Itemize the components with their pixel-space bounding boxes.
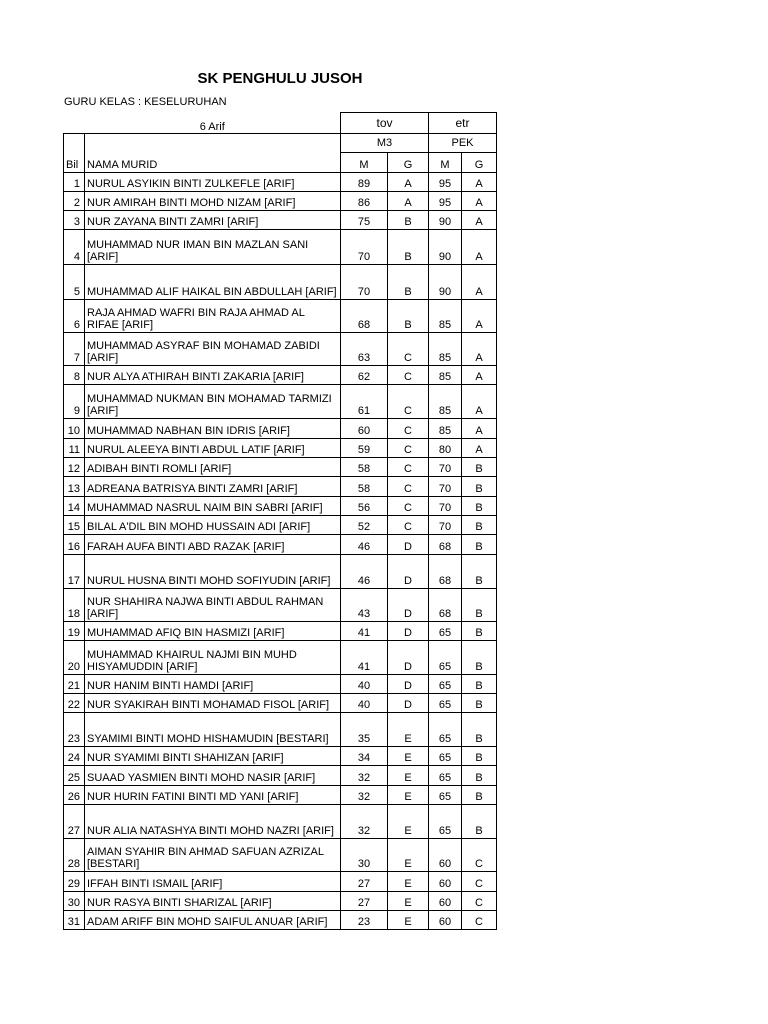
row-bil: 31 xyxy=(64,911,85,930)
row-bil: 22 xyxy=(64,694,85,713)
row-etr-grade: A xyxy=(462,366,497,385)
page-title: SK PENGHULU JUSOH xyxy=(197,70,363,87)
row-tov-grade: A xyxy=(388,173,429,192)
table-row xyxy=(64,333,497,366)
row-tov-grade: D xyxy=(388,694,429,713)
row-student-name: BILAL A'DIL BIN MOHD HUSSAIN ADI [ARIF] xyxy=(85,516,341,535)
results-table xyxy=(63,112,497,930)
row-etr-mark: 60 xyxy=(429,839,462,872)
row-student-name: NUR SYAMIMI BINTI SHAHIZAN [ARIF] xyxy=(85,747,341,766)
table-row xyxy=(64,839,497,872)
row-tov-mark: 61 xyxy=(341,385,388,419)
row-tov-grade: E xyxy=(388,747,429,766)
row-etr-mark: 70 xyxy=(429,497,462,516)
guru-kelas-label: GURU KELAS : KESELURUHAN xyxy=(64,96,227,108)
row-student-name: AIMAN SYAHIR BIN AHMAD SAFUAN AZRIZAL [BESTARI] xyxy=(85,839,341,872)
row-etr-mark: 60 xyxy=(429,872,462,892)
row-etr-mark: 68 xyxy=(429,589,462,622)
table-row xyxy=(64,622,497,641)
row-etr-grade: A xyxy=(462,333,497,366)
row-tov-mark: 32 xyxy=(341,786,388,805)
row-tov-mark: 68 xyxy=(341,300,388,333)
row-tov-grade: C xyxy=(388,419,429,439)
row-etr-grade: C xyxy=(462,839,497,872)
row-etr-mark: 65 xyxy=(429,641,462,675)
row-etr-grade: C xyxy=(462,892,497,911)
table-row xyxy=(64,230,497,265)
row-student-name: NURUL ASYIKIN BINTI ZULKEFLE [ARIF] xyxy=(85,173,341,192)
row-bil: 15 xyxy=(64,516,85,535)
row-tov-mark: 86 xyxy=(341,192,388,211)
row-student-name: MUHAMMAD ALIF HAIKAL BIN ABDULLAH [ARIF] xyxy=(85,265,341,300)
row-tov-grade: B xyxy=(388,300,429,333)
header-blank-bil xyxy=(64,134,85,153)
row-etr-grade: A xyxy=(462,173,497,192)
row-etr-grade: B xyxy=(462,805,497,839)
table-row xyxy=(64,211,497,230)
row-bil: 4 xyxy=(64,230,85,265)
table-row xyxy=(64,265,497,300)
row-bil: 25 xyxy=(64,766,85,786)
row-tov-mark: 62 xyxy=(341,366,388,385)
row-etr-mark: 65 xyxy=(429,694,462,713)
row-tov-mark: 58 xyxy=(341,458,388,477)
row-etr-grade: A xyxy=(462,265,497,300)
row-bil: 8 xyxy=(64,366,85,385)
row-etr-mark: 70 xyxy=(429,516,462,535)
table-row xyxy=(64,516,497,535)
row-etr-mark: 90 xyxy=(429,230,462,265)
row-tov-mark: 34 xyxy=(341,747,388,766)
row-tov-grade: D xyxy=(388,622,429,641)
row-etr-grade: A xyxy=(462,385,497,419)
table-row xyxy=(64,192,497,211)
row-etr-mark: 65 xyxy=(429,766,462,786)
header-nama-murid: NAMA MURID xyxy=(85,153,341,173)
row-tov-grade: E xyxy=(388,766,429,786)
row-etr-mark: 60 xyxy=(429,911,462,930)
row-etr-mark: 60 xyxy=(429,892,462,911)
row-tov-mark: 23 xyxy=(341,911,388,930)
row-tov-mark: 46 xyxy=(341,555,388,589)
row-tov-grade: C xyxy=(388,333,429,366)
row-etr-grade: B xyxy=(462,766,497,786)
row-student-name: NUR ALYA ATHIRAH BINTI ZAKARIA [ARIF] xyxy=(85,366,341,385)
row-etr-mark: 70 xyxy=(429,458,462,477)
row-etr-mark: 90 xyxy=(429,211,462,230)
header-etr: etr xyxy=(429,113,497,134)
row-tov-grade: A xyxy=(388,192,429,211)
row-tov-grade: D xyxy=(388,535,429,555)
header-spacer xyxy=(64,113,85,134)
row-tov-mark: 40 xyxy=(341,694,388,713)
row-student-name: NUR AMIRAH BINTI MOHD NIZAM [ARIF] xyxy=(85,192,341,211)
row-etr-grade: B xyxy=(462,535,497,555)
table-row xyxy=(64,911,497,930)
row-etr-mark: 65 xyxy=(429,747,462,766)
row-etr-mark: 95 xyxy=(429,192,462,211)
row-tov-grade: B xyxy=(388,265,429,300)
row-etr-mark: 85 xyxy=(429,385,462,419)
row-etr-grade: B xyxy=(462,786,497,805)
student-rows xyxy=(64,173,497,930)
row-bil: 14 xyxy=(64,497,85,516)
row-etr-grade: C xyxy=(462,911,497,930)
row-student-name: NURUL ALEEYA BINTI ABDUL LATIF [ARIF] xyxy=(85,439,341,458)
row-bil: 13 xyxy=(64,477,85,497)
row-etr-mark: 65 xyxy=(429,786,462,805)
row-tov-grade: D xyxy=(388,555,429,589)
class-name: 6 Arif xyxy=(199,121,225,133)
row-etr-mark: 65 xyxy=(429,805,462,839)
row-etr-grade: B xyxy=(462,589,497,622)
row-student-name: ADAM ARIFF BIN MOHD SAIFUL ANUAR [ARIF] xyxy=(85,911,341,930)
row-etr-grade: A xyxy=(462,192,497,211)
table-row xyxy=(64,497,497,516)
row-etr-grade: A xyxy=(462,300,497,333)
row-bil: 23 xyxy=(64,713,85,747)
row-tov-mark: 70 xyxy=(341,230,388,265)
row-etr-mark: 65 xyxy=(429,675,462,694)
row-etr-mark: 68 xyxy=(429,535,462,555)
row-bil: 16 xyxy=(64,535,85,555)
row-tov-mark: 56 xyxy=(341,497,388,516)
row-tov-mark: 40 xyxy=(341,675,388,694)
table-row xyxy=(64,786,497,805)
row-tov-grade: E xyxy=(388,872,429,892)
row-etr-grade: B xyxy=(462,675,497,694)
table-row xyxy=(64,439,497,458)
row-bil: 21 xyxy=(64,675,85,694)
row-bil: 24 xyxy=(64,747,85,766)
row-student-name: NURUL HUSNA BINTI MOHD SOFIYUDIN [ARIF] xyxy=(85,555,341,589)
row-bil: 12 xyxy=(64,458,85,477)
row-tov-grade: C xyxy=(388,439,429,458)
table-row xyxy=(64,535,497,555)
row-tov-grade: E xyxy=(388,786,429,805)
table-row xyxy=(64,458,497,477)
row-etr-grade: B xyxy=(462,477,497,497)
row-student-name: FARAH AUFA BINTI ABD RAZAK [ARIF] xyxy=(85,535,341,555)
row-tov-grade: C xyxy=(388,516,429,535)
row-tov-mark: 89 xyxy=(341,173,388,192)
table-row xyxy=(64,555,497,589)
row-etr-mark: 85 xyxy=(429,300,462,333)
table-row xyxy=(64,300,497,333)
table-row xyxy=(64,694,497,713)
row-tov-mark: 60 xyxy=(341,419,388,439)
row-student-name: MUHAMMAD NUKMAN BIN MOHAMAD TARMIZI [ARIF] xyxy=(85,385,341,419)
row-student-name: MUHAMMAD ASYRAF BIN MOHAMAD ZABIDI [ARIF] xyxy=(85,333,341,366)
row-bil: 18 xyxy=(64,589,85,622)
row-etr-grade: B xyxy=(462,458,497,477)
row-student-name: MUHAMMAD NABHAN BIN IDRIS [ARIF] xyxy=(85,419,341,439)
row-etr-mark: 80 xyxy=(429,439,462,458)
row-etr-mark: 85 xyxy=(429,333,462,366)
row-student-name: NUR HANIM BINTI HAMDI [ARIF] xyxy=(85,675,341,694)
row-bil: 1 xyxy=(64,173,85,192)
row-bil: 17 xyxy=(64,555,85,589)
table-row xyxy=(64,766,497,786)
row-bil: 10 xyxy=(64,419,85,439)
row-etr-grade: A xyxy=(462,230,497,265)
row-tov-mark: 43 xyxy=(341,589,388,622)
row-student-name: NUR ZAYANA BINTI ZAMRI [ARIF] xyxy=(85,211,341,230)
table-row xyxy=(64,641,497,675)
row-tov-grade: C xyxy=(388,366,429,385)
header-tov-m: M xyxy=(341,153,388,173)
row-etr-mark: 65 xyxy=(429,713,462,747)
row-etr-mark: 90 xyxy=(429,265,462,300)
row-etr-grade: B xyxy=(462,747,497,766)
table-row xyxy=(64,477,497,497)
row-tov-mark: 75 xyxy=(341,211,388,230)
row-bil: 29 xyxy=(64,872,85,892)
row-etr-mark: 95 xyxy=(429,173,462,192)
row-tov-mark: 70 xyxy=(341,265,388,300)
row-student-name: MUHAMMAD AFIQ BIN HASMIZI [ARIF] xyxy=(85,622,341,641)
row-bil: 11 xyxy=(64,439,85,458)
row-etr-grade: B xyxy=(462,694,497,713)
table-row xyxy=(64,713,497,747)
row-student-name: MUHAMMAD NUR IMAN BIN MAZLAN SANI [ARIF] xyxy=(85,230,341,265)
row-bil: 30 xyxy=(64,892,85,911)
row-student-name: SYAMIMI BINTI MOHD HISHAMUDIN [BESTARI] xyxy=(85,713,341,747)
row-bil: 27 xyxy=(64,805,85,839)
row-student-name: ADIBAH BINTI ROMLI [ARIF] xyxy=(85,458,341,477)
row-tov-mark: 59 xyxy=(341,439,388,458)
row-student-name: IFFAH BINTI ISMAIL [ARIF] xyxy=(85,872,341,892)
row-bil: 2 xyxy=(64,192,85,211)
header-blank-name xyxy=(85,134,341,153)
row-student-name: NUR SYAKIRAH BINTI MOHAMAD FISOL [ARIF] xyxy=(85,694,341,713)
row-etr-mark: 68 xyxy=(429,555,462,589)
row-tov-grade: E xyxy=(388,805,429,839)
row-bil: 28 xyxy=(64,839,85,872)
row-etr-grade: A xyxy=(462,439,497,458)
row-etr-grade: B xyxy=(462,497,497,516)
row-tov-mark: 46 xyxy=(341,535,388,555)
row-tov-grade: C xyxy=(388,497,429,516)
table-row xyxy=(64,366,497,385)
table-row xyxy=(64,419,497,439)
row-tov-mark: 35 xyxy=(341,713,388,747)
row-tov-grade: E xyxy=(388,713,429,747)
row-bil: 20 xyxy=(64,641,85,675)
row-etr-grade: B xyxy=(462,641,497,675)
row-bil: 5 xyxy=(64,265,85,300)
table-row xyxy=(64,872,497,892)
row-tov-grade: E xyxy=(388,892,429,911)
row-tov-mark: 41 xyxy=(341,641,388,675)
row-bil: 7 xyxy=(64,333,85,366)
row-tov-grade: C xyxy=(388,477,429,497)
row-etr-mark: 85 xyxy=(429,366,462,385)
row-bil: 3 xyxy=(64,211,85,230)
row-etr-grade: B xyxy=(462,713,497,747)
table-row xyxy=(64,173,497,192)
row-etr-grade: B xyxy=(462,622,497,641)
row-etr-grade: A xyxy=(462,419,497,439)
row-tov-grade: B xyxy=(388,211,429,230)
table-row xyxy=(64,385,497,419)
row-etr-grade: B xyxy=(462,555,497,589)
row-tov-mark: 27 xyxy=(341,872,388,892)
row-student-name: NUR RASYA BINTI SHARIZAL [ARIF] xyxy=(85,892,341,911)
row-student-name: SUAAD YASMIEN BINTI MOHD NASIR [ARIF] xyxy=(85,766,341,786)
row-etr-mark: 85 xyxy=(429,419,462,439)
row-tov-grade: D xyxy=(388,641,429,675)
row-tov-mark: 32 xyxy=(341,805,388,839)
row-tov-mark: 52 xyxy=(341,516,388,535)
row-student-name: MUHAMMAD NASRUL NAIM BIN SABRI [ARIF] xyxy=(85,497,341,516)
table-row xyxy=(64,675,497,694)
row-tov-mark: 58 xyxy=(341,477,388,497)
row-etr-grade: C xyxy=(462,872,497,892)
row-tov-grade: C xyxy=(388,458,429,477)
row-tov-grade: C xyxy=(388,385,429,419)
row-tov-mark: 30 xyxy=(341,839,388,872)
row-etr-mark: 70 xyxy=(429,477,462,497)
header-etr-g: G xyxy=(462,153,497,173)
header-m3: M3 xyxy=(341,134,429,153)
row-bil: 26 xyxy=(64,786,85,805)
table-row xyxy=(64,805,497,839)
row-bil: 9 xyxy=(64,385,85,419)
row-student-name: ADREANA BATRISYA BINTI ZAMRI [ARIF] xyxy=(85,477,341,497)
table-row xyxy=(64,747,497,766)
row-tov-mark: 27 xyxy=(341,892,388,911)
header-tov: tov xyxy=(341,113,429,134)
row-etr-mark: 65 xyxy=(429,622,462,641)
row-tov-grade: D xyxy=(388,675,429,694)
row-tov-mark: 41 xyxy=(341,622,388,641)
row-etr-grade: A xyxy=(462,211,497,230)
row-bil: 6 xyxy=(64,300,85,333)
header-etr-m: M xyxy=(429,153,462,173)
row-student-name: NUR HURIN FATINI BINTI MD YANI [ARIF] xyxy=(85,786,341,805)
row-tov-mark: 32 xyxy=(341,766,388,786)
row-tov-grade: D xyxy=(388,589,429,622)
row-tov-grade: E xyxy=(388,911,429,930)
row-student-name: MUHAMMAD KHAIRUL NAJMI BIN MUHD HISYAMUDDIN [ARIF] xyxy=(85,641,341,675)
row-tov-grade: B xyxy=(388,230,429,265)
row-student-name: RAJA AHMAD WAFRI BIN RAJA AHMAD AL RIFAE [ARIF] xyxy=(85,300,341,333)
table-row xyxy=(64,892,497,911)
header-pek: PEK xyxy=(429,134,497,153)
row-tov-mark: 63 xyxy=(341,333,388,366)
table-row xyxy=(64,589,497,622)
row-student-name: NUR ALIA NATASHYA BINTI MOHD NAZRI [ARIF] xyxy=(85,805,341,839)
header-bil: Bil xyxy=(64,153,85,173)
row-student-name: NUR SHAHIRA NAJWA BINTI ABDUL RAHMAN [ARIF] xyxy=(85,589,341,622)
header-tov-g: G xyxy=(388,153,429,173)
row-etr-grade: B xyxy=(462,516,497,535)
row-tov-grade: E xyxy=(388,839,429,872)
row-bil: 19 xyxy=(64,622,85,641)
